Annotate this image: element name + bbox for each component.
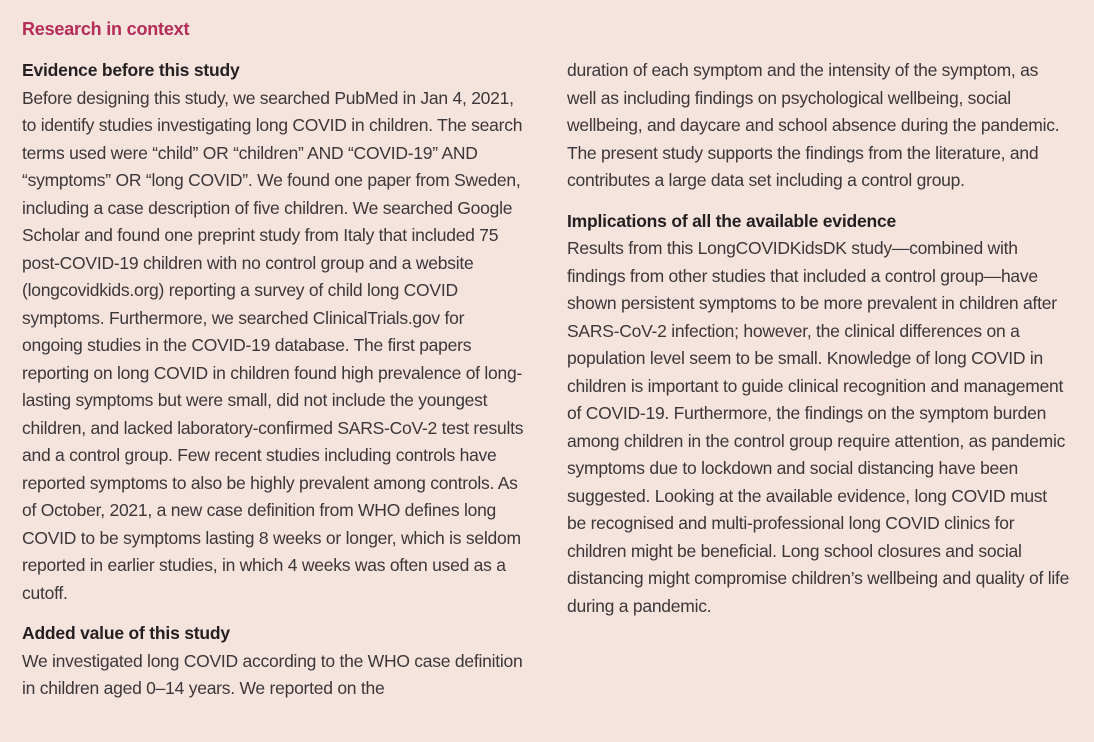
- paragraph-added-value-of-this-study: We investigated long COVID according to the WHO case definition in children aged 0–14 years. We reported on the: [22, 650, 523, 698]
- two-column-layout: [22, 57, 1070, 703]
- section-heading-evidence-before-this-study: Evidence before this study: [22, 60, 240, 80]
- section-heading-implications-of-evidence: Implications of all the available evidence: [567, 210, 897, 231]
- left-column: [22, 57, 525, 703]
- right-column: [567, 57, 1070, 703]
- panel-title: Research in context: [22, 19, 190, 39]
- paragraph-implications-of-evidence: Results from this LongCOVIDKidsDK study—combined with findings from other studies that included a control group—have shown persistent symptoms to be more prevalent in children after SARS-CoV-2 infection; however, the clinical differences on a population level seem to be small. Knowledge of long COVID in children is important to guide clinical recognition and management of COVID-19. Furthermore, the findings on the symptom burden among children in the control group require attention, as pandemic symptoms due to lockdown and social distancing have been suggested. Looking at the available evidence, long COVID must be recognised and multi-professional long COVID clinics for children might be beneficial. Long school closures and social distancing might compromise children’s wellbeing and quality of life during a pandemic.: [567, 238, 1070, 616]
- paragraph-evidence-before-this-study: Before designing this study, we searched PubMed in Jan 4, 2021, to identify studies investigating long COVID in children. The search terms used were “child” OR “children” AND “COVID-19” AND “symptoms” OR “long COVID”. We found one paper from Sweden, including a case description of five children. We searched Google Scholar and found one preprint study from Italy that included 75 post-COVID-19 children with no control group and a website (longcovidkids.org) reporting a survey of child long COVID symptoms. Furthermore, we searched ClinicalTrials.gov for ongoing studies in the COVID-19 database. The first papers reporting on long COVID in children found high prevalence of long-lasting symptoms but were small, did not include the youngest children, and lacked laboratory-confirmed SARS-CoV-2 test results and a control group. Few recent studies including controls have reported symptoms to also be highly prevalent among controls. As of October, 2021, a new case definition from WHO defines long COVID to be symptoms lasting 8 weeks or longer, which is seldom reported in earlier studies, in which 4 weeks was often used as a cutoff.: [22, 87, 524, 603]
- section-heading-added-value-of-this-study: Added value of this study: [22, 623, 230, 643]
- paragraph-added-value-continued: duration of each symptom and the intensity of the symptom, as well as including findings on psychological wellbeing, social wellbeing, and daycare and school absence during the pandemic. The present study supports the findings from the literature, and contributes a large data set including a control group.: [567, 60, 1060, 190]
